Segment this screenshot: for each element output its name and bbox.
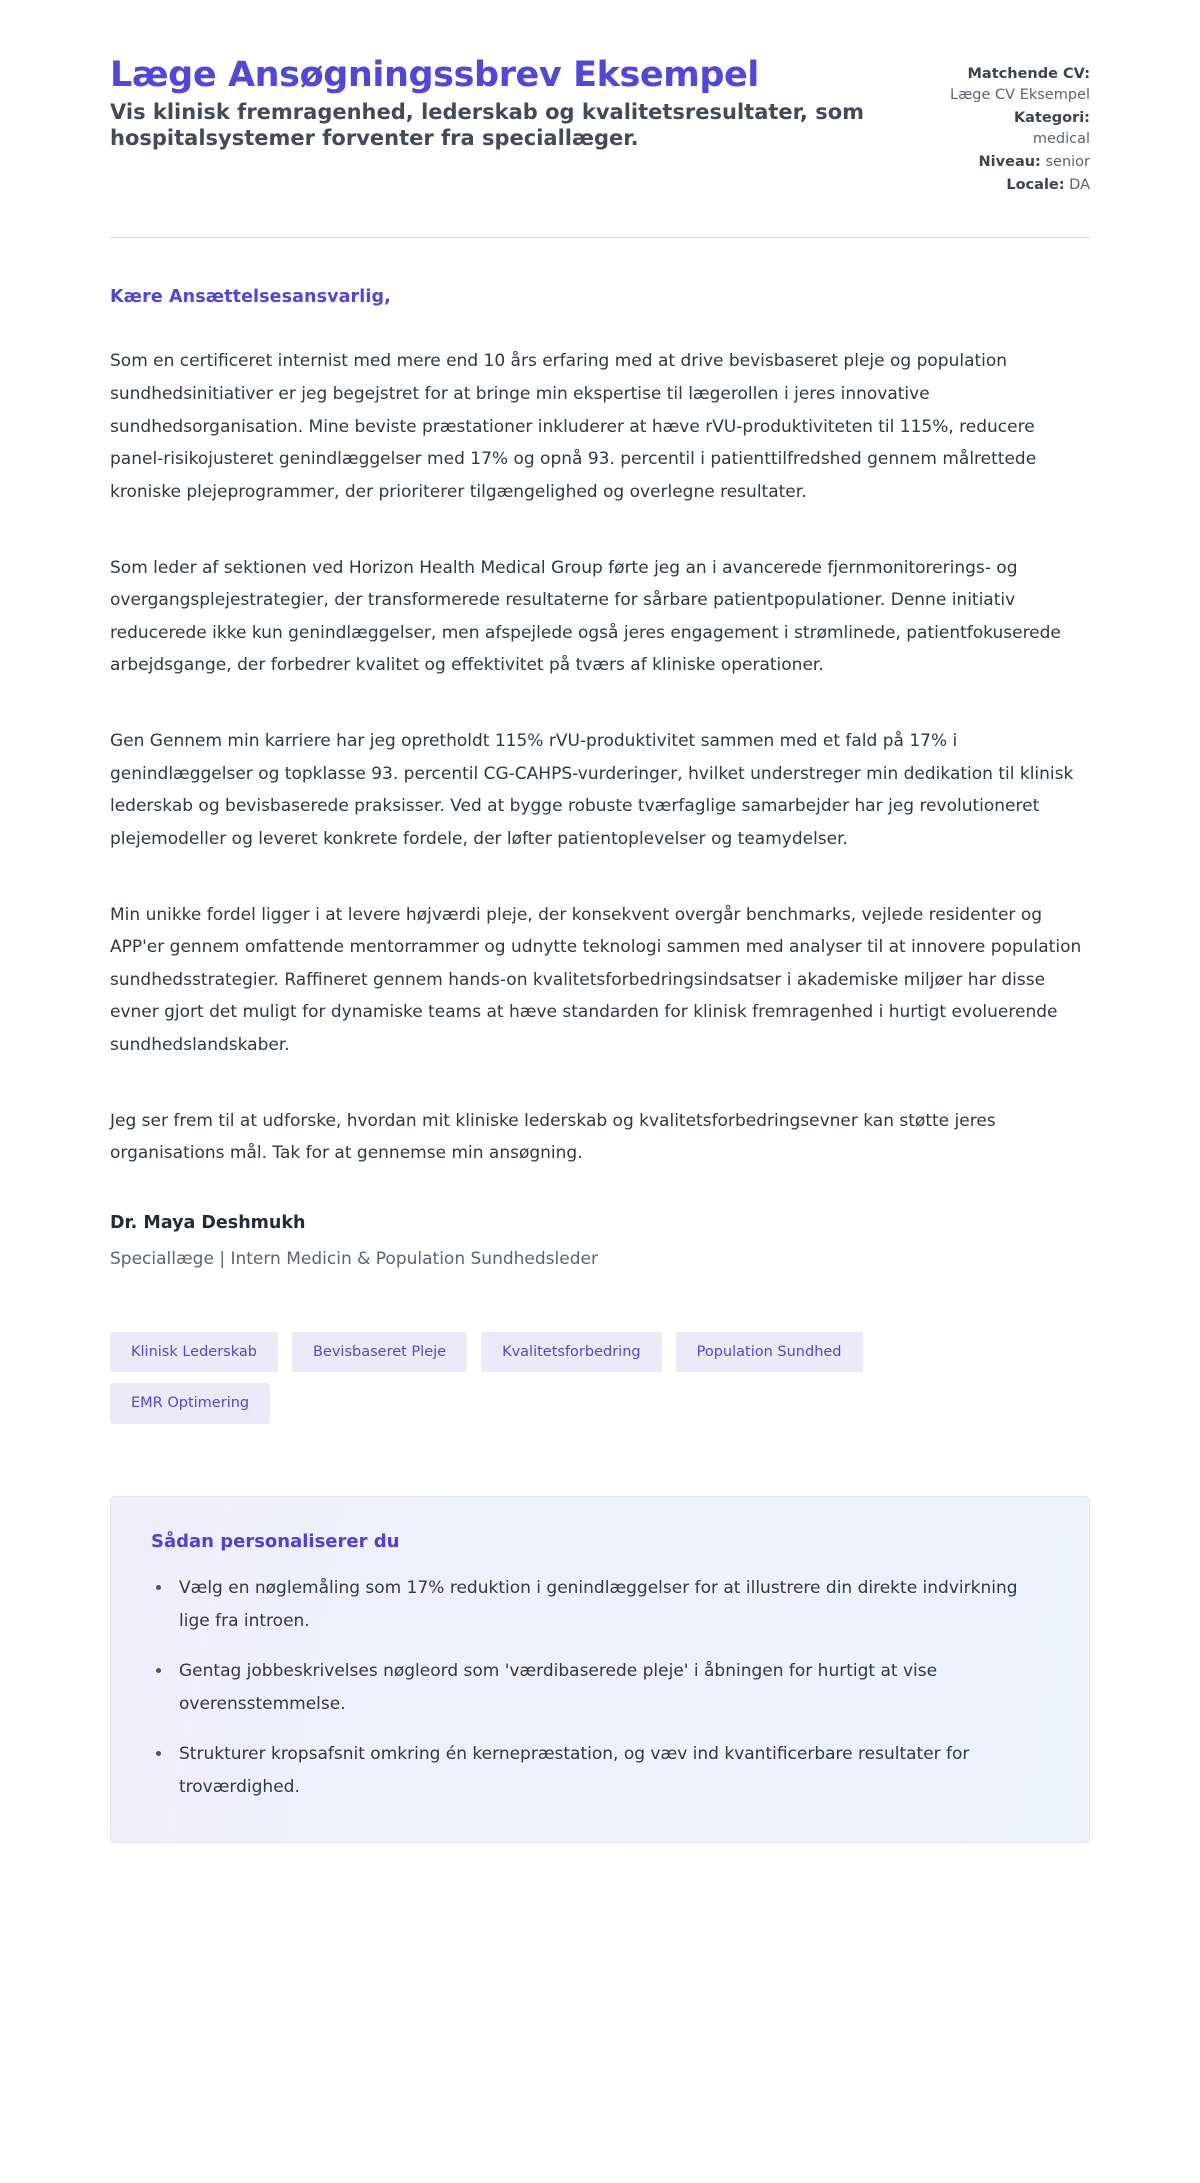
meta-matching-cv-value: Læge CV Eksempel (949, 86, 1090, 103)
tag-chip[interactable]: Bevisbaseret Pleje (292, 1332, 467, 1373)
meta-level (900, 152, 1090, 173)
page-subtitle: Vis klinisk fremragenhed, lederskab og kvalitetsresultater, som hospitalsystemer forventer fra speciallæger. (110, 100, 865, 151)
tag-chip[interactable]: Kvalitetsforbedring (481, 1332, 662, 1373)
callout-tip-list (151, 1572, 1049, 1804)
personalization-callout (110, 1496, 1090, 1843)
letter-salutation: Kære Ansættelsesansvarlig, (110, 287, 391, 308)
meta-level-value: senior (1045, 154, 1090, 171)
cover-letter-body (110, 238, 1090, 1842)
letter-signature (110, 1213, 1090, 1269)
meta-category-label: Kategori: (1013, 110, 1090, 127)
letter-paragraph: Jeg ser frem til at udforske, hvordan mit kliniske lederskab og kvalitetsforbedringsevner kan støtte jeres organisations mål. Tak for at gennemse min ansøgning. (110, 1110, 996, 1164)
callout-tip-item: • Strukturer kropsafsnit omkring én kernepræstation, og væv ind kvantificerbare resultater for troværdighed. (173, 1738, 1049, 1803)
meta-category (900, 108, 1090, 149)
meta-locale (900, 175, 1090, 196)
signature-role: Speciallæge | Intern Medicin & Population Sundhedsleder (110, 1248, 598, 1269)
tag-chip[interactable]: EMR Optimering (110, 1383, 270, 1424)
meta-category-value: medical (1032, 130, 1090, 147)
letter-paragraph: Som leder af sektionen ved Horizon Health Medical Group førte jeg an i avancerede fjernmonitorerings- og overgangsplejestrategier, der transformerede resultaterne for sårbare patientpopulationer. Denne initiativ reducerede ikke kun genindlæggelser, men afspejlede også jeres engagement i strømlinede, patientfokuserede arbejdsgange, der forbedrer kvalitet og effektivitet på tværs af kliniske operationer. (110, 557, 1061, 676)
meta-level-label: Niveau: (978, 154, 1041, 171)
meta-matching-cv (900, 64, 1090, 105)
callout-tip-item: • Vælg en nøglemåling som 17% reduktion i genindlæggelser for at illustrere din direkte indvirkning lige fra introen. (173, 1572, 1049, 1637)
page-title: Læge Ansøgningssbrev Eksempel (110, 55, 759, 95)
letter-paragraph: Som en certificeret internist med mere end 10 års erfaring med at drive bevisbaseret pleje og population sundhedsinitiativer er jeg begejstret for at bringe min ekspertise til lægerollen i jeres innovative sundhedsorganisation. Mine beviste præstationer inkluderer at hæve rVU-produktiviteten til 115%, reducere panel-risikojusteret genindlæggelser med 17% og opnå 93. percentil i patienttilfredshed gennem målrettede kroniske plejeprogrammer, der prioriterer tilgængelighed og overlegne resultater. (110, 351, 1037, 502)
meta-locale-label: Locale: (1006, 176, 1065, 193)
meta-matching-cv-label: Matchende CV: (967, 66, 1090, 82)
callout-title: Sådan personaliserer du (151, 1530, 400, 1552)
document-metadata (900, 56, 1090, 197)
meta-locale-value: DA (1069, 176, 1090, 193)
tag-list (110, 1332, 940, 1424)
signature-name: Dr. Maya Deshmukh (110, 1212, 306, 1233)
letter-paragraph: Min unikke fordel ligger i at levere højværdi pleje, der konsekvent overgår benchmarks, vejlede residenter og APP'er gennem omfattende mentorrammer og udnytte teknologi sammen med analyser til at innovere population sundhedsstrategier. Raffineret gennem hands-on kvalitetsforbedringsindsatser i akademiske miljøer har disse evner gjort det muligt for dynamiske teams at hæve standarden for klinisk fremragenhed i hurtigt evoluerende sundhedslandskaber. (110, 904, 1082, 1056)
letter-paragraph: Gen Gennem min karriere har jeg opretholdt 115% rVU-produktivitet sammen med et fald på 17% i genindlæggelser og topklasse 93. percentil CG-CAHPS-vurderinger, hvilket understreger min dedikation til klinisk lederskab og bevisbaserede praksisser. Ved at bygge robuste tværfaglige samarbejder har jeg revolutioneret plejemodeller og leveret konkrete fordele, der løfter patientoplevelser og teamydelser. (110, 731, 1074, 849)
callout-tip-item: • Gentag jobbeskrivelses nøgleord som 'værdibaserede pleje' i åbningen for hurtigt at vise overensstemmelse. (173, 1655, 1049, 1720)
tag-chip[interactable]: Population Sundhed (676, 1332, 863, 1373)
tag-chip[interactable]: Klinisk Lederskab (110, 1332, 278, 1373)
header-title-block (110, 56, 866, 151)
document-header (110, 0, 1090, 197)
